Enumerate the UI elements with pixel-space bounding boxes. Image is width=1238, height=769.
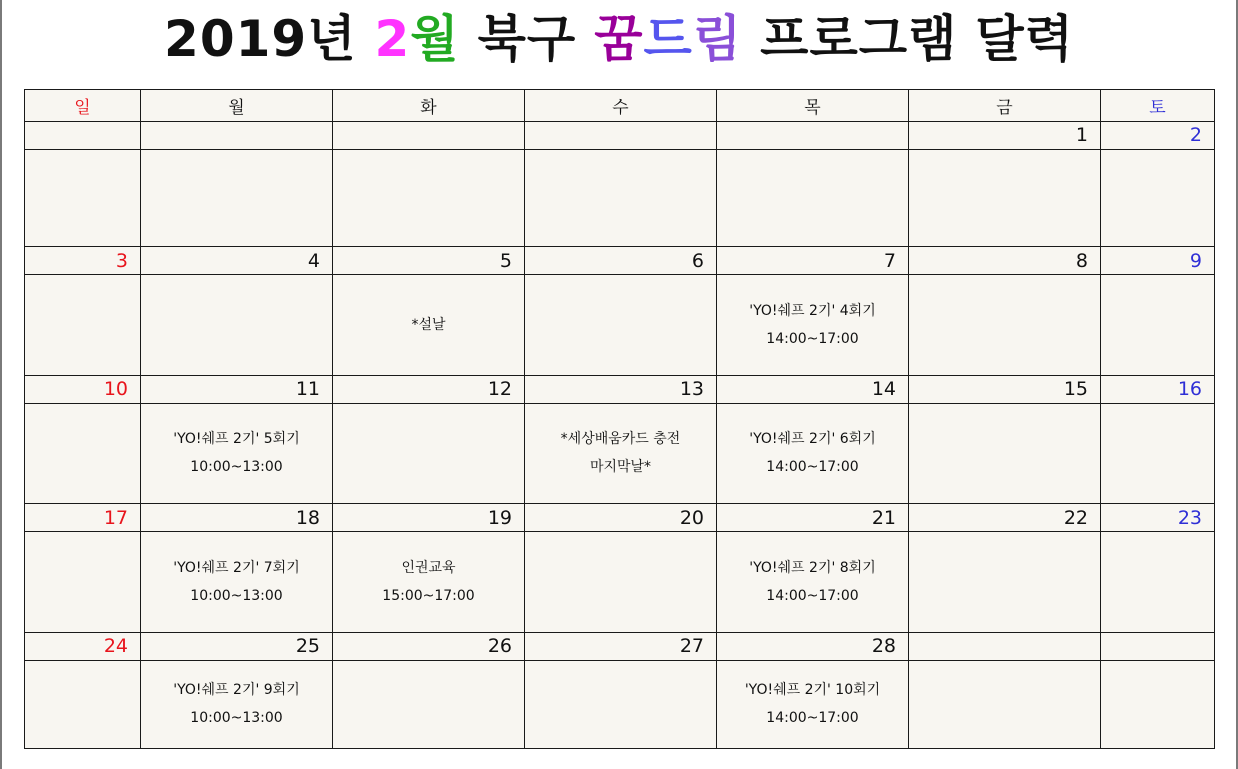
title-part: 북구 — [477, 10, 577, 68]
event-text: 'YO!쉐프 2기' 10회기 — [744, 682, 881, 699]
day-event-cell — [141, 149, 333, 247]
day-event-cell — [909, 275, 1101, 376]
day-event-cell — [333, 660, 525, 748]
event-text: 'YO!쉐프 2기' 6회기 — [749, 431, 876, 448]
day-number: 7 — [717, 247, 909, 275]
day-number: 4 — [141, 247, 333, 275]
event-text: *세상배움카드 충전 — [560, 431, 681, 448]
day-event-cell — [333, 275, 525, 376]
day-event-cell — [25, 660, 141, 748]
day-number: 19 — [333, 504, 525, 532]
day-event-cell — [525, 532, 717, 633]
week-event-row — [25, 403, 1215, 504]
day-event-cell — [25, 403, 141, 504]
day-number: 1 — [909, 122, 1101, 150]
day-event-cell — [141, 403, 333, 504]
day-number — [909, 632, 1101, 660]
week-event-row — [25, 149, 1215, 247]
day-event-cell — [717, 275, 909, 376]
title-part: 프로그램 — [760, 10, 958, 68]
weekday-header: 화 — [333, 90, 525, 122]
event-text: *설날 — [411, 317, 446, 333]
title-part: 2월 — [374, 10, 460, 68]
day-event-cell — [25, 149, 141, 247]
event-text: 14:00~17:00 — [766, 459, 859, 476]
title-part: 2019년 — [164, 10, 357, 68]
title-part: 꿈드림 — [594, 10, 743, 68]
day-event-cell — [333, 403, 525, 504]
day-event-cell — [141, 275, 333, 376]
day-number: 17 — [25, 504, 141, 532]
day-event-cell — [909, 149, 1101, 247]
day-event-cell — [909, 403, 1101, 504]
day-number — [1101, 632, 1215, 660]
day-number: 20 — [525, 504, 717, 532]
calendar-grid — [24, 89, 1215, 749]
event-text: 인권교육 — [401, 559, 456, 576]
day-number — [525, 122, 717, 150]
week-date-row — [25, 247, 1215, 275]
day-event-cell — [1101, 275, 1215, 376]
week-event-row — [25, 660, 1215, 748]
event-text: 'YO!쉐프 2기' 8회기 — [749, 559, 876, 576]
day-event-cell — [909, 660, 1101, 748]
week-date-row — [25, 504, 1215, 532]
day-event-cell — [333, 532, 525, 633]
day-event-cell — [1101, 403, 1215, 504]
day-number: 2 — [1101, 122, 1215, 150]
day-event-cell — [1101, 532, 1215, 633]
week-date-row — [25, 375, 1215, 403]
weekday-header: 토 — [1101, 90, 1215, 122]
event-text: 14:00~17:00 — [766, 710, 859, 727]
day-number — [141, 122, 333, 150]
day-number: 3 — [25, 247, 141, 275]
day-event-cell — [909, 532, 1101, 633]
day-event-cell — [525, 403, 717, 504]
day-number: 10 — [25, 375, 141, 403]
window-left-border — [0, 0, 2, 769]
calendar-title — [0, 6, 1238, 72]
day-event-cell — [525, 275, 717, 376]
day-number: 26 — [333, 632, 525, 660]
day-event-cell — [1101, 149, 1215, 247]
day-number: 15 — [909, 375, 1101, 403]
day-number: 25 — [141, 632, 333, 660]
day-event-cell — [25, 275, 141, 376]
day-number — [717, 122, 909, 150]
weekday-header: 월 — [141, 90, 333, 122]
weekday-header: 수 — [525, 90, 717, 122]
day-event-cell — [717, 149, 909, 247]
event-text: 'YO!쉐프 2기' 5회기 — [173, 431, 300, 448]
day-number: 9 — [1101, 247, 1215, 275]
day-event-cell — [1101, 660, 1215, 748]
event-text: 10:00~13:00 — [190, 710, 283, 727]
day-number: 14 — [717, 375, 909, 403]
day-number — [25, 122, 141, 150]
day-number: 21 — [717, 504, 909, 532]
event-text: 14:00~17:00 — [766, 587, 859, 604]
weekday-header: 금 — [909, 90, 1101, 122]
weekday-header-row — [25, 90, 1215, 122]
week-event-row — [25, 532, 1215, 633]
day-number: 23 — [1101, 504, 1215, 532]
day-number: 8 — [909, 247, 1101, 275]
week-date-row — [25, 632, 1215, 660]
event-text: 'YO!쉐프 2기' 4회기 — [749, 303, 876, 319]
day-event-cell — [25, 532, 141, 633]
day-event-cell — [141, 532, 333, 633]
event-text: 10:00~13:00 — [190, 587, 283, 604]
day-number: 13 — [525, 375, 717, 403]
event-text: 10:00~13:00 — [190, 459, 283, 476]
day-event-cell — [141, 660, 333, 748]
day-number: 16 — [1101, 375, 1215, 403]
event-text: 14:00~17:00 — [766, 331, 859, 347]
day-event-cell — [525, 149, 717, 247]
event-text: 'YO!쉐프 2기' 9회기 — [173, 682, 300, 699]
weekday-header: 목 — [717, 90, 909, 122]
day-number: 27 — [525, 632, 717, 660]
day-number: 12 — [333, 375, 525, 403]
title-part: 달력 — [975, 10, 1074, 68]
day-event-cell — [333, 149, 525, 247]
day-number: 22 — [909, 504, 1101, 532]
week-date-row — [25, 122, 1215, 150]
day-number: 28 — [717, 632, 909, 660]
week-event-row — [25, 275, 1215, 376]
weekday-header: 일 — [25, 90, 141, 122]
day-event-cell — [717, 532, 909, 633]
event-text: 15:00~17:00 — [382, 587, 475, 604]
day-number: 11 — [141, 375, 333, 403]
event-text: 마지막날* — [589, 459, 652, 476]
day-event-cell — [525, 660, 717, 748]
day-number: 5 — [333, 247, 525, 275]
day-number: 24 — [25, 632, 141, 660]
day-number: 18 — [141, 504, 333, 532]
day-event-cell — [717, 660, 909, 748]
event-text: 'YO!쉐프 2기' 7회기 — [173, 559, 300, 576]
day-number: 6 — [525, 247, 717, 275]
day-number — [333, 122, 525, 150]
day-event-cell — [717, 403, 909, 504]
